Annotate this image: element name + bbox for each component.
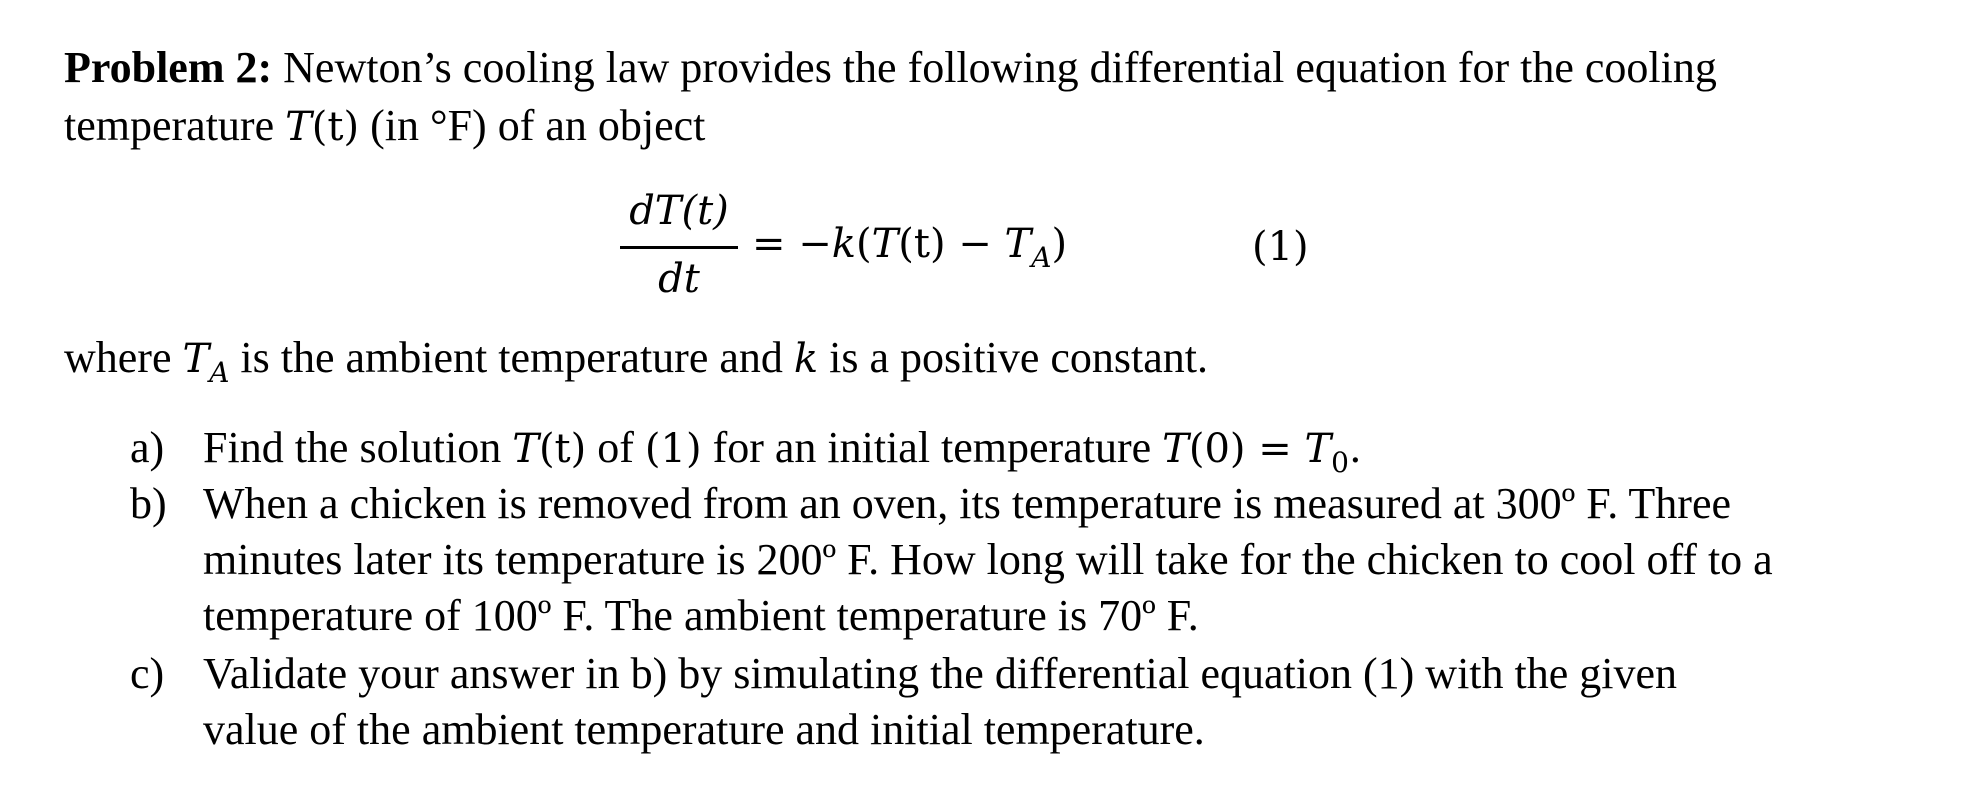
problem-heading: Problem 2: xyxy=(64,43,273,92)
intro-text-2b: (in °F) of an object xyxy=(359,101,706,150)
where-pre: where xyxy=(64,333,183,382)
where-TA: T xyxy=(182,336,210,382)
item-c-label: c) xyxy=(130,649,165,698)
item-a-t1: Find the solution xyxy=(203,423,513,472)
item-a-eq: = xyxy=(1245,426,1305,472)
where-post: is a positive constant. xyxy=(818,333,1208,382)
where-k: k xyxy=(793,336,819,382)
item-a-t2: of xyxy=(586,423,645,472)
rhs-TA: T xyxy=(1004,221,1032,267)
intro-text-2a: temperature xyxy=(64,101,286,150)
rhs-close: ) xyxy=(1051,221,1068,267)
equation-number: (1) xyxy=(1252,224,1309,270)
item-c-line-1: Validate your answer in b) by simulating the differential equation (1) with the given xyxy=(203,649,1678,698)
fraction-denominator: dt xyxy=(658,256,700,302)
equation-rhs xyxy=(752,219,1067,283)
item-a-t: (t) xyxy=(538,426,587,472)
rhs-k: k xyxy=(831,221,856,267)
item-b-line-1: When a chicken is removed from an oven, its temperature is measured at 300º F. Three xyxy=(203,479,1732,528)
item-a-T: T xyxy=(512,426,539,472)
rhs-T: T xyxy=(871,221,899,267)
item-b-label: b) xyxy=(130,479,167,528)
item-b-line-3: temperature of 100º F. The ambient temperature is 70º F. xyxy=(203,591,1199,640)
intro-line-2 xyxy=(64,98,705,155)
item-b-line-2: minutes later its temperature is 200º F. How long will take for the chicken to cool off to a xyxy=(203,535,1773,584)
rhs-equals: = − xyxy=(752,221,832,267)
item-c-line-2: value of the ambient temperature and initial temperature. xyxy=(203,705,1205,754)
fraction-numerator: dT(t) xyxy=(629,188,729,234)
item-a-T0-sub: 0 xyxy=(1331,446,1349,479)
item-a-end: . xyxy=(1348,426,1362,472)
item-a-T0b: T xyxy=(1304,426,1332,472)
symbol-T: T xyxy=(285,104,312,150)
rhs-minus: − xyxy=(945,221,1005,267)
rhs-open: ( xyxy=(856,221,872,267)
symbol-t-paren: (t) xyxy=(311,104,360,150)
where-mid: is the ambient temperature and xyxy=(229,333,794,382)
item-a-ref: (1) xyxy=(644,426,702,472)
item-a-t3: for an initial temperature xyxy=(701,423,1163,472)
intro-text-1: Newton’s cooling law provides the following differential equation for the cooling xyxy=(272,43,1717,92)
where-line xyxy=(64,330,1208,401)
where-TA-sub: A xyxy=(209,356,230,389)
item-a-label: a) xyxy=(130,423,165,472)
rhs-TA-sub: A xyxy=(1031,241,1052,274)
item-a-zero: (0) xyxy=(1188,426,1246,472)
rhs-t: (t) xyxy=(898,221,946,267)
fraction-bar xyxy=(620,246,738,249)
intro-line-1 xyxy=(64,40,1717,96)
item-a-T0: T xyxy=(1162,426,1189,472)
